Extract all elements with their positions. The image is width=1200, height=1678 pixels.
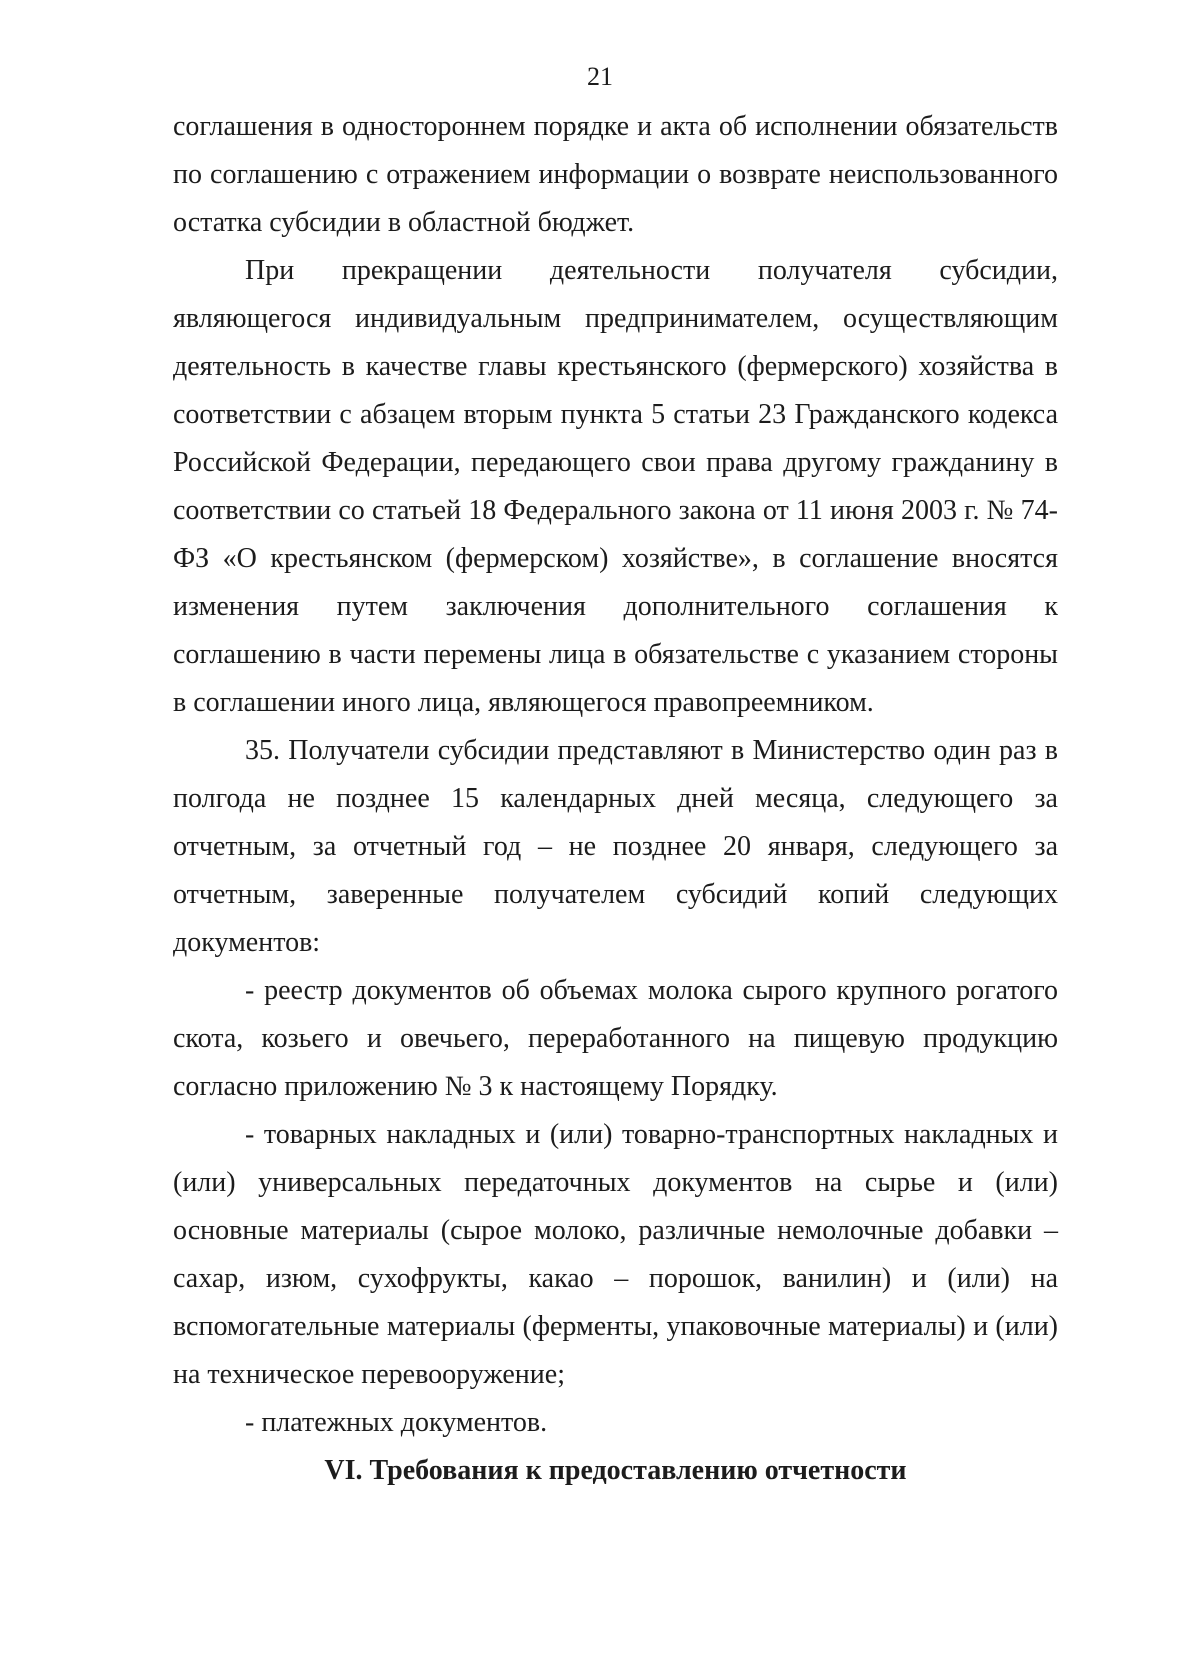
paragraph-continuation: соглашения в одностороннем порядке и акта об исполнении обязательств по соглашению с отражением информации о возврате неиспользованного остатка субсидии в областной бюджет.	[173, 111, 1058, 238]
page-number: 21	[587, 62, 613, 91]
section-heading: VI. Требования к предоставлению отчетности	[324, 1455, 907, 1486]
list-item-registry: - реестр документов об объемах молока сырого крупного рогатого скота, козьего и овечьего, переработанного на пищевую продукцию согласно приложению № 3 к настоящему Порядку.	[173, 975, 1058, 1102]
list-item-waybills: - товарных накладных и (или) товарно-транспортных накладных и (или) универсальных передаточных документов на сырье и (или) основные материалы (сырое молоко, различные немолочные добавки – сахар, изюм, сухофрукты, какао – порошок, ванилин) и (или) на вспомогательные материалы (ферменты, упаковочные материалы) и (или) на техническое перевооружение;	[173, 1119, 1058, 1390]
list-item-payment-docs: - платежных документов.	[245, 1407, 548, 1438]
paragraph-item-35: 35. Получатели субсидии представляют в Министерство один раз в полгода не позднее 15 календарных дней месяца, следующего за отчетным, за отчетный год – не позднее 20 января, следующего за отчетным, заверенные получателем субсидий копий следующих документов:	[173, 735, 1058, 958]
document-body	[173, 103, 1058, 1495]
paragraph-termination: При прекращении деятельности получателя субсидии, являющегося индивидуальным предпринимателем, осуществляющим деятельность в качестве главы крестьянского (фермерского) хозяйства в соответствии с абзацем вторым пункта 5 статьи 23 Гражданского кодекса Российской Федерации, передающего свои права другому гражданину в соответствии со статьей 18 Федерального закона от 11 июня 2003 г. № 74-ФЗ «О крестьянском (фермерском) хозяйстве», в соглашение вносятся изменения путем заключения дополнительного соглашения к соглашению в части перемены лица в обязательстве с указанием стороны в соглашении иного лица, являющегося правопреемником.	[173, 255, 1058, 718]
